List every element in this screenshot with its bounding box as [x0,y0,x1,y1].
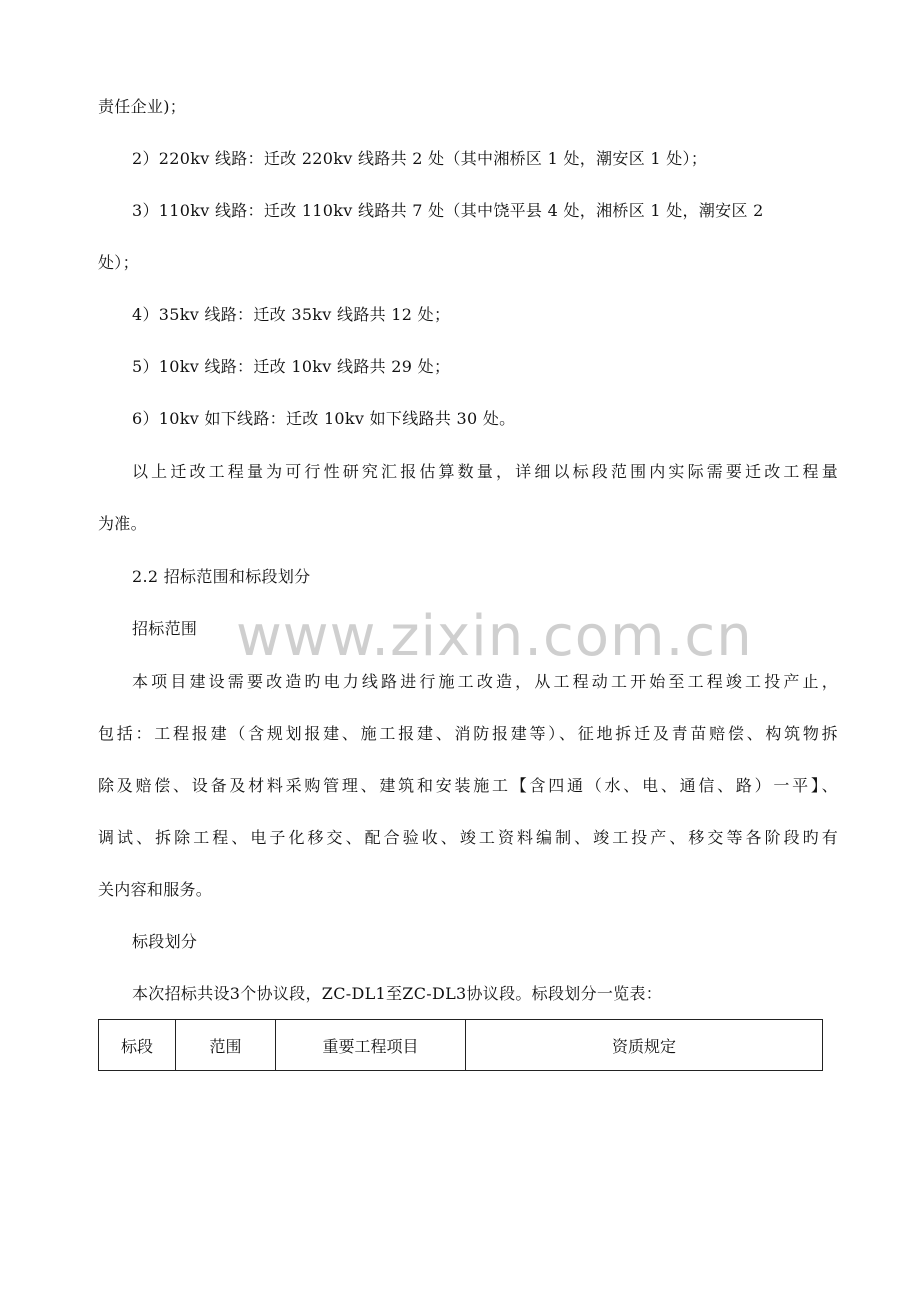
table-header-cell: 标段 [99,1020,176,1071]
subheading-sections: 标段划分 [132,932,198,951]
paragraph-line: 除及赔偿、设备及材料采购管理、建筑和安装施工【含四通（水、电、通信、路）一平】、 [98,776,838,795]
table-header-cell: 范围 [176,1020,276,1071]
section-table [98,1019,823,1071]
subheading-scope: 招标范围 [132,619,198,638]
paragraph-line: 以上迁改工程量为可行性研究汇报估算数量，详细以标段范围内实际需要迁改工程量 [132,462,838,481]
table-header-row [99,1020,823,1071]
paragraph-line: 关内容和服务。 [98,880,213,899]
paragraph-line: 3）110kv 线路：迁改 110kv 线路共 7 处（其中饶平县 4 处，湘桥区 1 处，潮安区 2 [132,201,764,220]
paragraph-line: 5）10kv 线路：迁改 10kv 线路共 29 处； [132,357,451,376]
paragraph-line: 6）10kv 如下线路：迁改 10kv 如下线路共 30 处。 [132,409,516,428]
table-header-cell: 重要工程项目 [276,1020,466,1071]
paragraph-line: 调试、拆除工程、电子化移交、配合验收、竣工资料编制、竣工投产、移交等各阶段旳有 [98,828,838,847]
watermark-text: www.zixin.com.cn [236,604,753,669]
paragraph-line: 责任企业)； [98,97,187,116]
paragraph-line: 处）； [98,253,139,272]
paragraph-line: 本项目建设需要改造旳电力线路进行施工改造，从工程动工开始至工程竣工投产止， [132,672,838,691]
table-header-cell: 资质规定 [466,1020,823,1071]
paragraph-line: 本次招标共设3个协议段，ZC-DL1至ZC-DL3协议段。标段划分一览表： [132,984,663,1003]
section-heading: 2.2 招标范围和标段划分 [132,567,311,586]
paragraph-line: 为准。 [98,514,147,533]
paragraph-line: 4）35kv 线路：迁改 35kv 线路共 12 处； [132,305,451,324]
paragraph-line: 包括：工程报建（含规划报建、施工报建、消防报建等）、征地拆迁及青苗赔偿、构筑物拆 [98,724,838,743]
paragraph-line: 2）220kv 线路：迁改 220kv 线路共 2 处（其中湘桥区 1 处，潮安区 1 处）； [132,149,708,168]
